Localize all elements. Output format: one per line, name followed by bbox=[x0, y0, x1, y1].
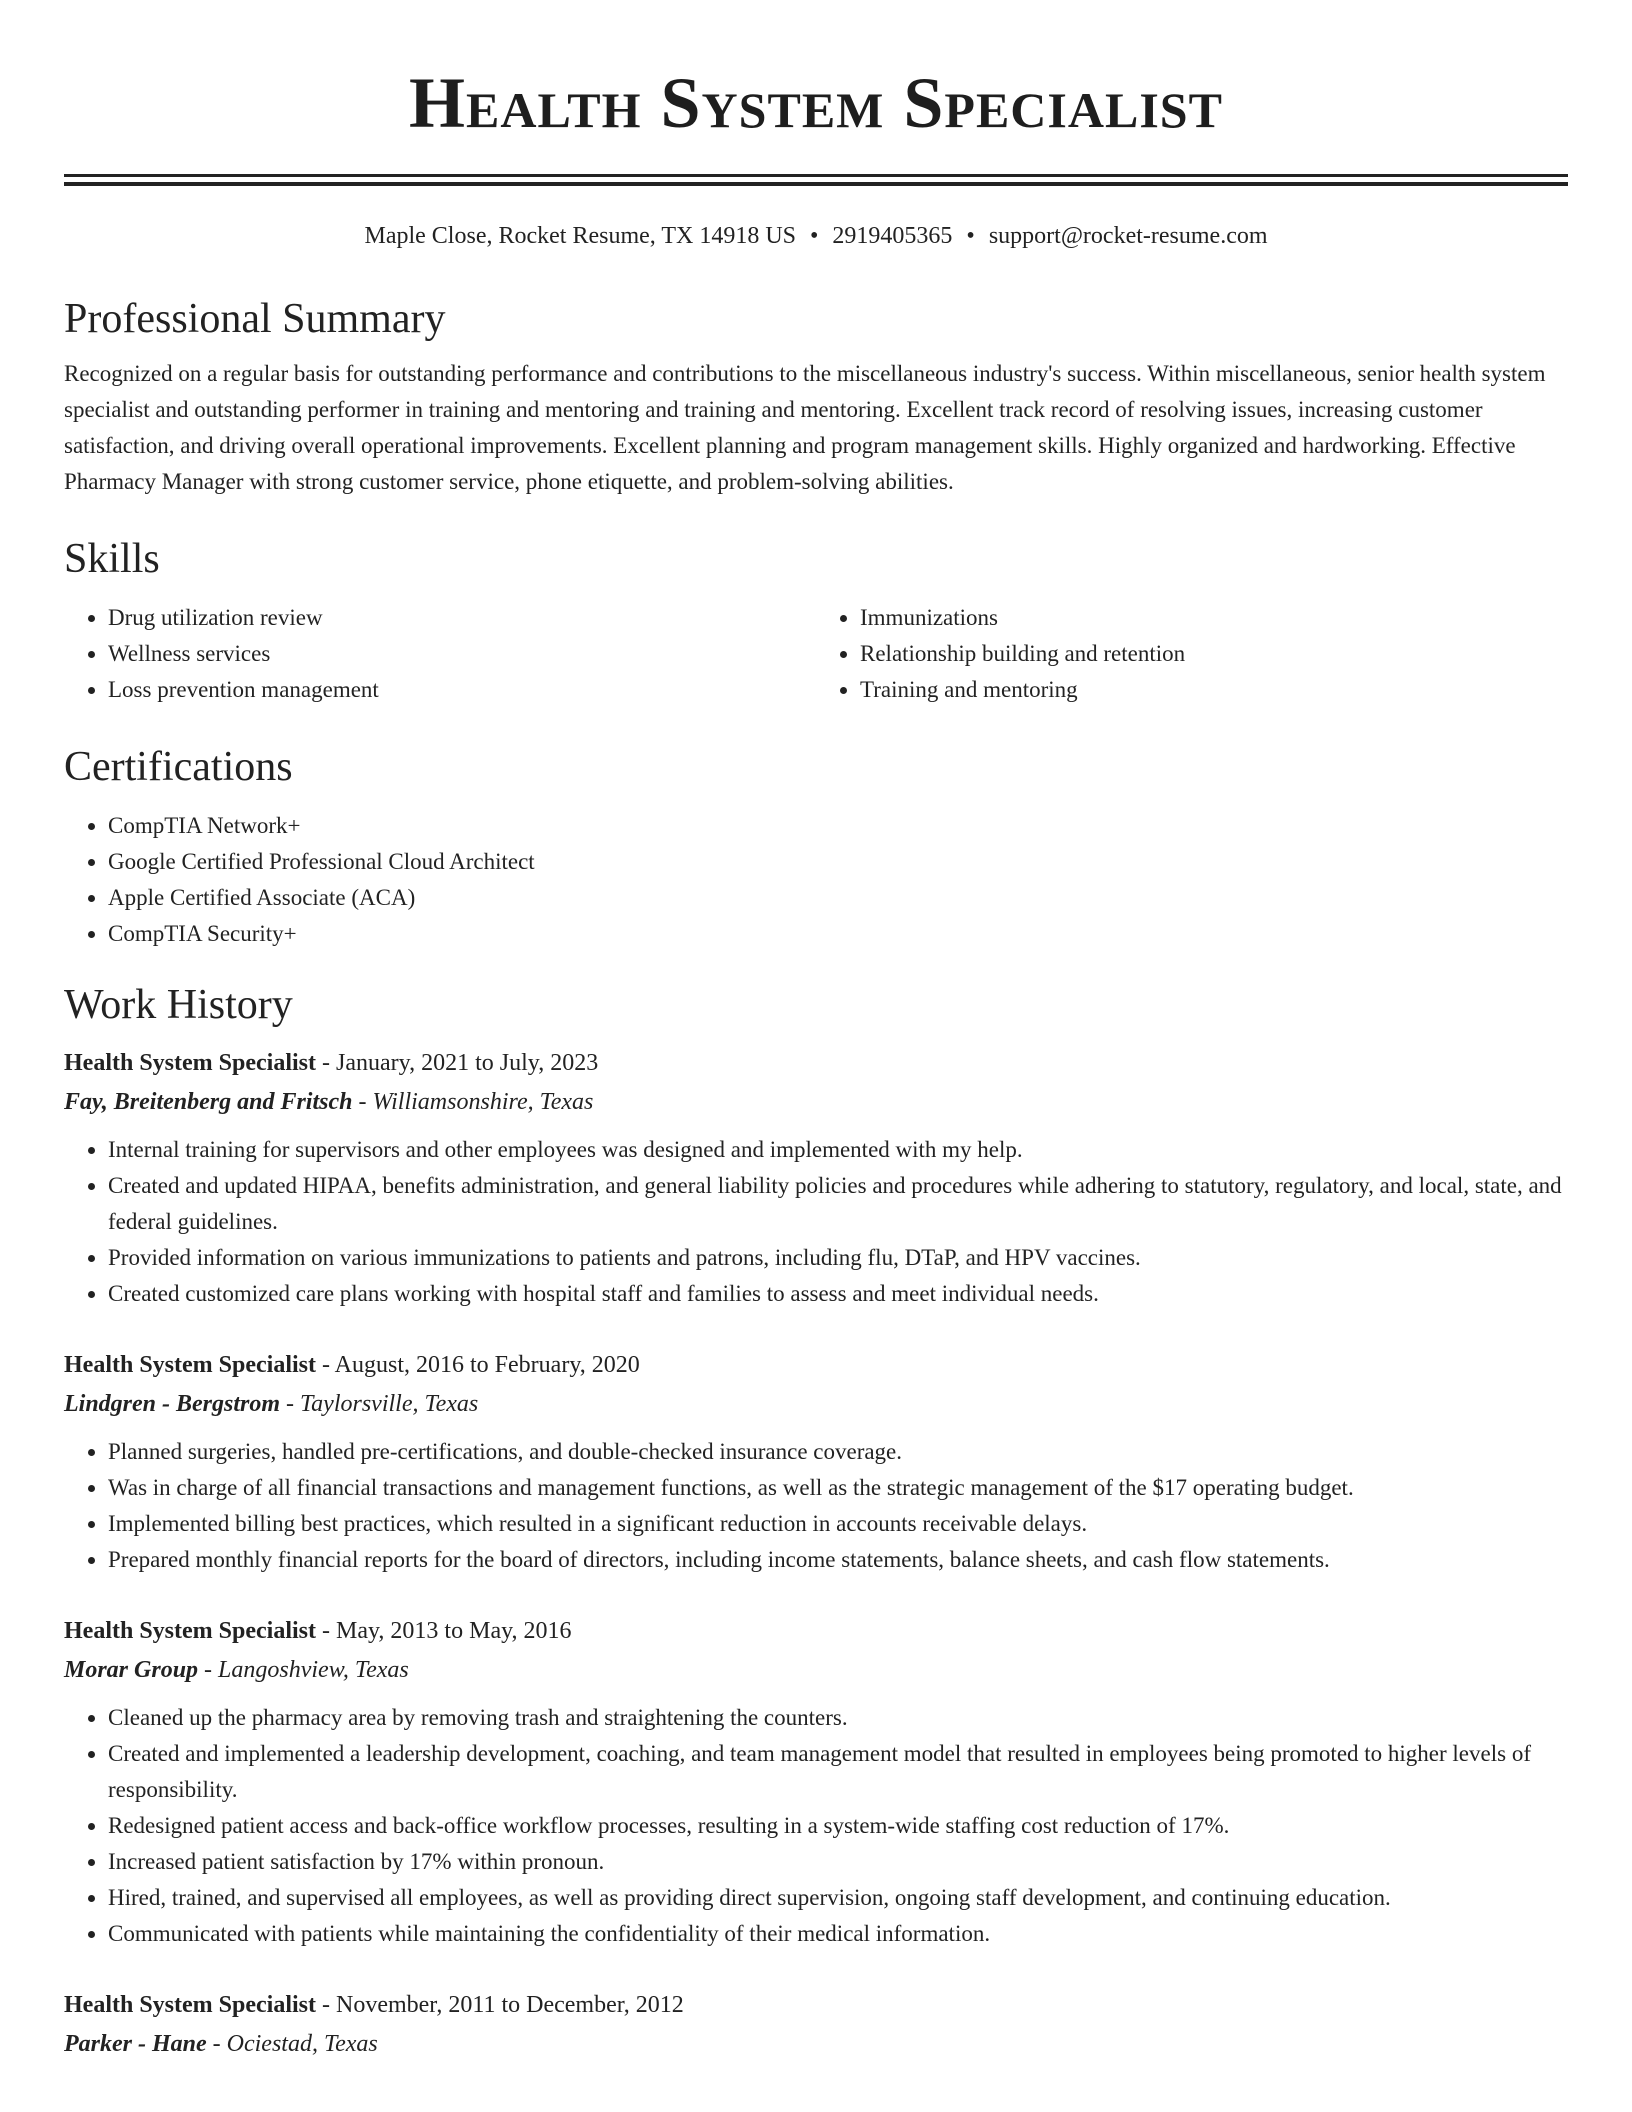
job-entry bbox=[64, 1986, 1568, 2064]
job-title-line: Health System Specialist - August, 2016 to February, 2020 bbox=[64, 1352, 640, 1378]
certification-item: • Apple Certified Associate (ACA) bbox=[108, 880, 1568, 916]
job-company-line: Lindgren - Bergstrom - Taylorsville, Texas bbox=[64, 1391, 479, 1417]
job-location: Williamsonshire, Texas bbox=[372, 1089, 594, 1115]
job-title: Health System Specialist bbox=[64, 1992, 316, 2018]
header-divider bbox=[64, 174, 1568, 186]
job-location: Taylorsville, Texas bbox=[300, 1391, 479, 1417]
job-title: Health System Specialist bbox=[64, 1352, 316, 1378]
job-dates: August, 2016 to February, 2020 bbox=[334, 1352, 640, 1378]
job-company-line: Parker - Hane - Ociestad, Texas bbox=[64, 2031, 378, 2057]
job-bullet: • Implemented billing best practices, which resulted in a significant reduction in accounts receivable delays. bbox=[108, 1506, 1568, 1542]
job-title: Health System Specialist bbox=[64, 1050, 316, 1076]
job-title-line: Health System Specialist - January, 2021 to July, 2023 bbox=[64, 1050, 599, 1076]
job-bullet: • Cleaned up the pharmacy area by removing trash and straightening the counters. bbox=[108, 1700, 1568, 1736]
job-company: Morar Group bbox=[64, 1657, 199, 1683]
job-bullet: • Internal training for supervisors and other employees was designed and implemented with my help. bbox=[108, 1132, 1568, 1168]
skills-list-left bbox=[64, 600, 816, 708]
contact-email: support@rocket-resume.com bbox=[988, 223, 1268, 249]
job-bullet: • Communicated with patients while maintaining the confidentiality of their medical information. bbox=[108, 1916, 1568, 1952]
job-company-line: Morar Group - Langoshview, Texas bbox=[64, 1657, 409, 1683]
job-company: Parker - Hane bbox=[64, 2031, 207, 2057]
contact-phone: 2919405365 bbox=[832, 223, 953, 249]
job-bullet: • Created and implemented a leadership development, coaching, and team management model that resulted in employees being promoted to higher levels of responsibility. bbox=[108, 1736, 1568, 1808]
job-entry bbox=[64, 1612, 1568, 1952]
contact-separator: • bbox=[966, 223, 975, 249]
contact-line bbox=[64, 220, 1568, 252]
job-dates: May, 2013 to May, 2016 bbox=[336, 1618, 572, 1644]
skill-item: • Immunizations bbox=[860, 600, 1568, 636]
job-bullet: • Created customized care plans working with hospital staff and families to assess and meet individual needs. bbox=[108, 1276, 1568, 1312]
job-bullets bbox=[64, 1132, 1568, 1312]
skills-heading: Skills bbox=[64, 536, 160, 582]
summary-text: Recognized on a regular basis for outstanding performance and contributions to the miscellaneous industry's success. Within miscellaneous, senior health system specialist and outstanding performer in training and mentoring and training and mentoring. Excellent track record of resolving issues, increasing customer satisfaction, and driving overall operational improvements. Excellent planning and program management skills. Highly organized and hardworking. Effective Pharmacy Manager with strong customer service, phone etiquette, and problem-solving abilities. bbox=[64, 361, 1546, 494]
certifications-section bbox=[64, 742, 1568, 952]
skill-item: • Relationship building and retention bbox=[860, 636, 1568, 672]
job-dates: January, 2021 to July, 2023 bbox=[336, 1050, 599, 1076]
skill-item: • Training and mentoring bbox=[860, 672, 1568, 708]
work-history-section bbox=[64, 980, 1568, 2064]
certifications-heading: Certifications bbox=[64, 744, 293, 790]
contact-address: Maple Close, Rocket Resume, TX 14918 US bbox=[364, 223, 797, 249]
job-title-line: Health System Specialist - November, 2011 to December, 2012 bbox=[64, 1992, 684, 2018]
job-entry bbox=[64, 1044, 1568, 1312]
certifications-list bbox=[64, 808, 1568, 952]
summary-section bbox=[64, 294, 1568, 500]
certification-item: • CompTIA Network+ bbox=[108, 808, 1568, 844]
certification-item: • CompTIA Security+ bbox=[108, 916, 1568, 952]
skills-grid bbox=[64, 600, 1568, 708]
job-title-line: Health System Specialist - May, 2013 to May, 2016 bbox=[64, 1618, 572, 1644]
job-entry bbox=[64, 1346, 1568, 1578]
skill-item: • Loss prevention management bbox=[108, 672, 816, 708]
skills-section bbox=[64, 534, 1568, 708]
job-bullet: • Planned surgeries, handled pre-certifications, and double-checked insurance coverage. bbox=[108, 1434, 1568, 1470]
job-bullet: • Was in charge of all financial transactions and management functions, as well as the strategic management of the $17 operating budget. bbox=[108, 1470, 1568, 1506]
job-company-line: Fay, Breitenberg and Fritsch - Williamsonshire, Texas bbox=[64, 1089, 594, 1115]
skill-item: • Wellness services bbox=[108, 636, 816, 672]
skills-list-right bbox=[816, 600, 1568, 708]
work-history-heading: Work History bbox=[64, 982, 293, 1028]
certification-item: • Google Certified Professional Cloud Architect bbox=[108, 844, 1568, 880]
resume-name: Health System Specialist bbox=[409, 63, 1223, 143]
job-bullet: • Redesigned patient access and back-office workflow processes, resulting in a system-wide staffing cost reduction of 17%. bbox=[108, 1808, 1568, 1844]
job-bullets bbox=[64, 1700, 1568, 1952]
job-bullet: • Increased patient satisfaction by 17% within pronoun. bbox=[108, 1844, 1568, 1880]
job-location: Langoshview, Texas bbox=[218, 1657, 409, 1683]
job-title: Health System Specialist bbox=[64, 1618, 316, 1644]
job-location: Ociestad, Texas bbox=[226, 2031, 378, 2057]
job-bullet: • Created and updated HIPAA, benefits administration, and general liability policies and procedures while adhering to statutory, regulatory, and local, state, and federal guidelines. bbox=[108, 1168, 1568, 1240]
job-bullet: • Hired, trained, and supervised all employees, as well as providing direct supervision, ongoing staff development, and continuing education. bbox=[108, 1880, 1568, 1916]
job-company: Lindgren - Bergstrom bbox=[64, 1391, 281, 1417]
job-dates: November, 2011 to December, 2012 bbox=[336, 1992, 684, 2018]
job-bullets bbox=[64, 1434, 1568, 1578]
skill-item: • Drug utilization review bbox=[108, 600, 816, 636]
contact-separator: • bbox=[810, 223, 819, 249]
job-company: Fay, Breitenberg and Fritsch bbox=[64, 1089, 353, 1115]
job-bullet: • Provided information on various immunizations to patients and patrons, including flu, DTaP, and HPV vaccines. bbox=[108, 1240, 1568, 1276]
job-bullet: • Prepared monthly financial reports for the board of directors, including income statements, balance sheets, and cash flow statements. bbox=[108, 1542, 1568, 1578]
resume-page bbox=[64, 0, 1568, 2064]
summary-heading: Professional Summary bbox=[64, 296, 446, 342]
